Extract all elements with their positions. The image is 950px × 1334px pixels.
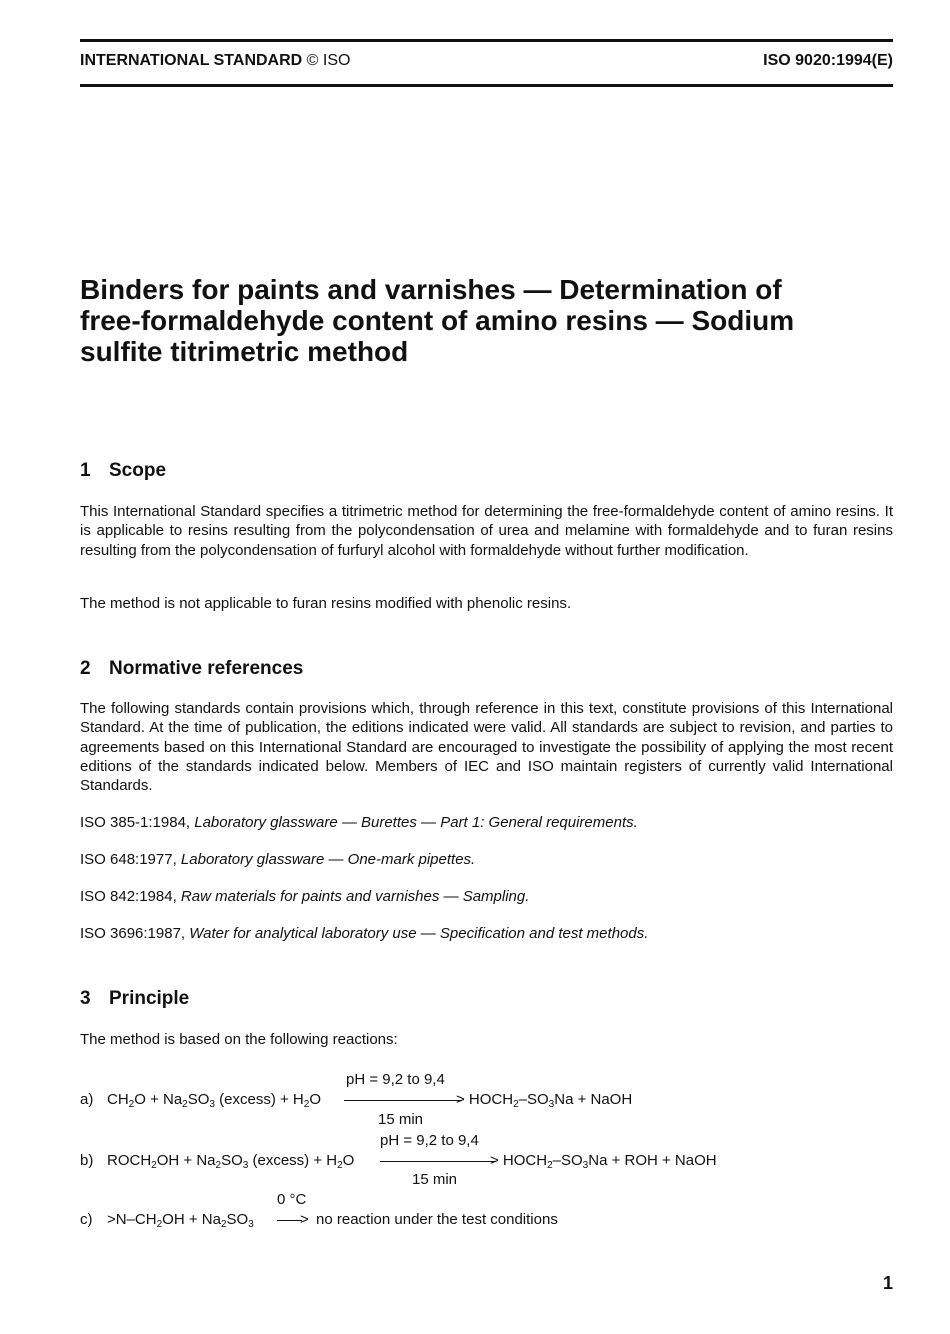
section-title: Principle [109,988,190,1009]
section-title: Normative references [109,658,304,679]
header-copyright: © ISO [306,52,351,69]
reference-title: Water for analytical laboratory use — Specification and test methods. [189,925,649,942]
reference-code: ISO 842:1984, [80,888,177,905]
equation-a-products: > $HOCH_2-SO_3Na$ + NaOH [456,1091,633,1110]
page-number: 1 [882,1273,893,1293]
reference-title: Laboratory glassware — One-mark pipettes. [180,851,476,868]
equation-c-arrow-head: > [300,1211,309,1228]
equation-b-time: 15 min [412,1171,458,1188]
equation-c-reactants: $>N-CH_2OH + Na_2SO_3$ [107,1211,254,1230]
title-line-3: sulfite titrimetric method [80,336,409,367]
reference-item [80,925,648,942]
running-header-left [80,52,350,70]
section-number: 2 [80,658,91,679]
equation-a-label: a) [80,1091,94,1108]
reference-code: ISO 3696:1987, [80,925,186,942]
reference-code: ISO 648:1977, [80,851,177,868]
section-title: Scope [109,460,167,481]
title-line-2: free-formaldehyde content of amino resins — Sodium [80,305,795,336]
equation-a-arrow-line [344,1100,462,1101]
equation-a-condition: pH = 9,2 to 9,4 [346,1071,445,1088]
section-heading-references [80,658,303,680]
scope-paragraph-2: The method is not applicable to furan resins modified with phenolic resins. [80,595,572,612]
reference-item [80,851,475,868]
equation-a-reactants: $CH_2O + Na_2SO_3$ (excess) + $H_2O$ [107,1091,321,1110]
references-paragraph: The following standards contain provisions which, through reference in this text, constitute provisions of this International Standard. At the time of publication, the editions indicated were valid. All standards are subject to revision, and parties to agreements based on this International Standard are encouraged to investigate the possibility of applying the most recent editions of the standards indicated below. Members of IEC and ISO maintain registers of currently valid International Standards. [80,700,893,795]
equation-c-condition: 0 °C [277,1191,307,1208]
title-line-1: Binders for paints and varnishes — Determination of [80,274,782,305]
equation-b-condition: pH = 9,2 to 9,4 [380,1132,479,1149]
equation-c-result: no reaction under the test conditions [316,1211,558,1228]
section-heading-principle [80,988,189,1010]
equation-b-label: b) [80,1152,94,1169]
reference-code: ISO 385-1:1984, [80,814,191,831]
reference-title: Raw materials for paints and varnishes — Sampling. [180,888,530,905]
section-heading-scope [80,460,166,482]
document-title [80,274,893,367]
header-standard-label: INTERNATIONAL STANDARD [80,52,303,69]
equation-c-label: c) [80,1211,93,1228]
equation-b-arrow-line [380,1161,496,1162]
section-number: 3 [80,988,91,1009]
reference-item [80,814,638,831]
equation-a-time: 15 min [378,1111,424,1128]
equation-c-arrow-line [277,1220,302,1221]
reference-item [80,888,529,905]
section-number: 1 [80,460,91,481]
running-header-right: ISO 9020:1994(E) [763,52,893,69]
equation-b-products: > $HOCH_2-SO_3Na$ + ROH + NaOH [490,1152,717,1171]
header-rule-top [80,39,893,42]
equation-b-reactants: $ROCH_2OH + Na_2SO_3$ (excess) + $H_2O$ [107,1152,355,1171]
principle-paragraph: The method is based on the following reactions: [80,1031,398,1048]
header-rule-bottom [80,84,893,87]
scope-paragraph-1: This International Standard specifies a titrimetric method for determining the free-formaldehyde content of amino resins. It is applicable to resins resulting from the polycondensation of urea and melamine with formaldehyde and to furan resins resulting from the polycondensation of furfuryl alcohol with formaldehyde without further modification. [80,503,893,559]
reference-title: Laboratory glassware — Burettes — Part 1: General requirements. [194,814,638,831]
